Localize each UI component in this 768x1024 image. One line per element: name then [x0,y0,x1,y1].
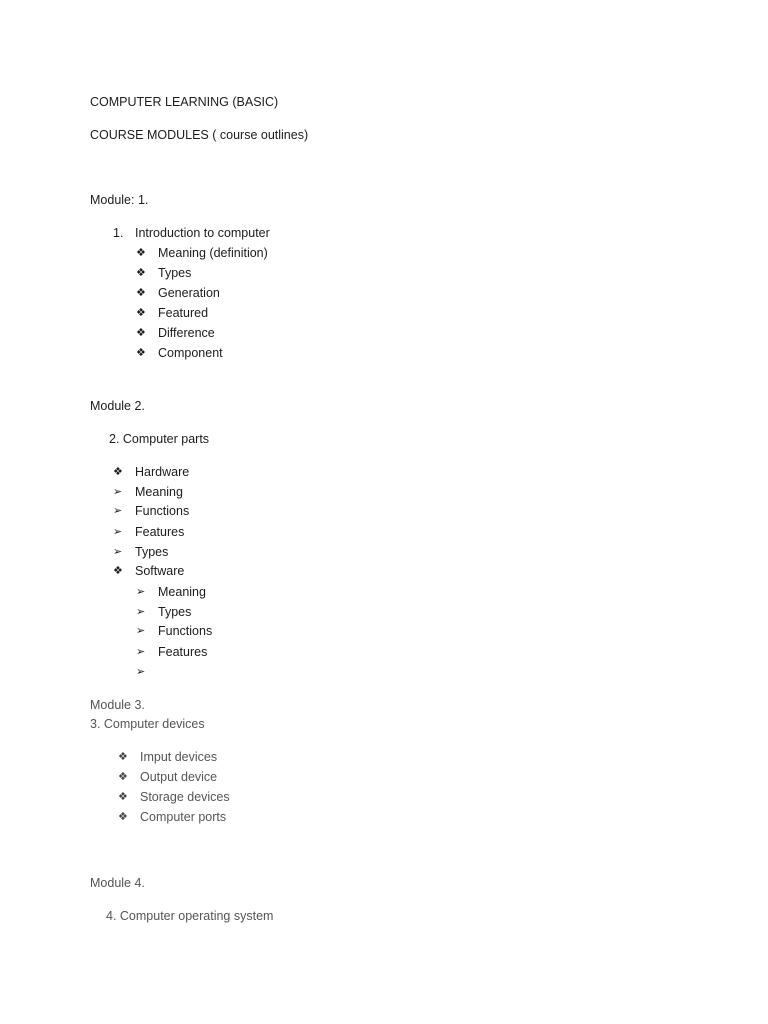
module-4-heading: Module 4. [90,876,145,890]
diamond-bullet-icon: ❖ [136,347,146,359]
list-item: Types [158,605,192,619]
arrow-bullet-icon: ➢ [113,486,123,498]
list-item: Featured [158,306,209,320]
diamond-bullet-icon: ❖ [136,267,146,279]
diamond-bullet-icon: ❖ [136,247,146,259]
list-item: Functions [158,624,213,638]
list-item: Generation [158,286,220,300]
arrow-bullet-icon: ➢ [136,646,146,658]
list-item: Component [158,346,223,360]
list-item: Functions [135,504,190,518]
list-item: Meaning [158,585,206,599]
module-3-heading: Module 3. [90,698,145,712]
arrow-bullet-icon: ➢ [136,606,146,618]
diamond-bullet-icon: ❖ [118,811,128,823]
diamond-bullet-icon: ❖ [113,466,123,478]
module-1-number: 1. [113,226,124,240]
arrow-bullet-icon: ➢ [113,526,123,538]
document-subtitle: COURSE MODULES ( course outlines) [90,128,309,142]
software-label: Software [135,564,185,578]
diamond-bullet-icon: ❖ [118,751,128,763]
module-3-topic: 3. Computer devices [90,717,205,731]
list-item: Types [135,545,169,559]
diamond-bullet-icon: ❖ [136,307,146,319]
arrow-bullet-icon: ➢ [113,505,123,517]
module-2-topic: 2. Computer parts [109,432,210,446]
arrow-bullet-icon: ➢ [136,666,146,678]
module-4-topic: 4. Computer operating system [106,909,274,923]
module-1-topic: Introduction to computer [135,226,270,240]
list-item: Difference [158,326,215,340]
hardware-label: Hardware [135,465,190,479]
diamond-bullet-icon: ❖ [136,287,146,299]
list-item: Storage devices [140,790,230,804]
list-item: Types [158,266,192,280]
module-2-heading: Module 2. [90,399,145,413]
list-item: Meaning (definition) [158,246,268,260]
diamond-bullet-icon: ❖ [136,327,146,339]
diamond-bullet-icon: ❖ [118,791,128,803]
arrow-bullet-icon: ➢ [136,586,146,598]
list-item: Computer ports [140,810,227,824]
module-1-heading: Module: 1. [90,193,149,207]
diamond-bullet-icon: ❖ [113,565,123,577]
list-item: Imput devices [140,750,218,764]
document-title: COMPUTER LEARNING (BASIC) [90,95,279,109]
list-item: Meaning [135,485,183,499]
diamond-bullet-icon: ❖ [118,771,128,783]
list-item: Features [135,525,185,539]
arrow-bullet-icon: ➢ [113,546,123,558]
arrow-bullet-icon: ➢ [136,625,146,637]
list-item: Features [158,645,208,659]
list-item: Output device [140,770,218,784]
